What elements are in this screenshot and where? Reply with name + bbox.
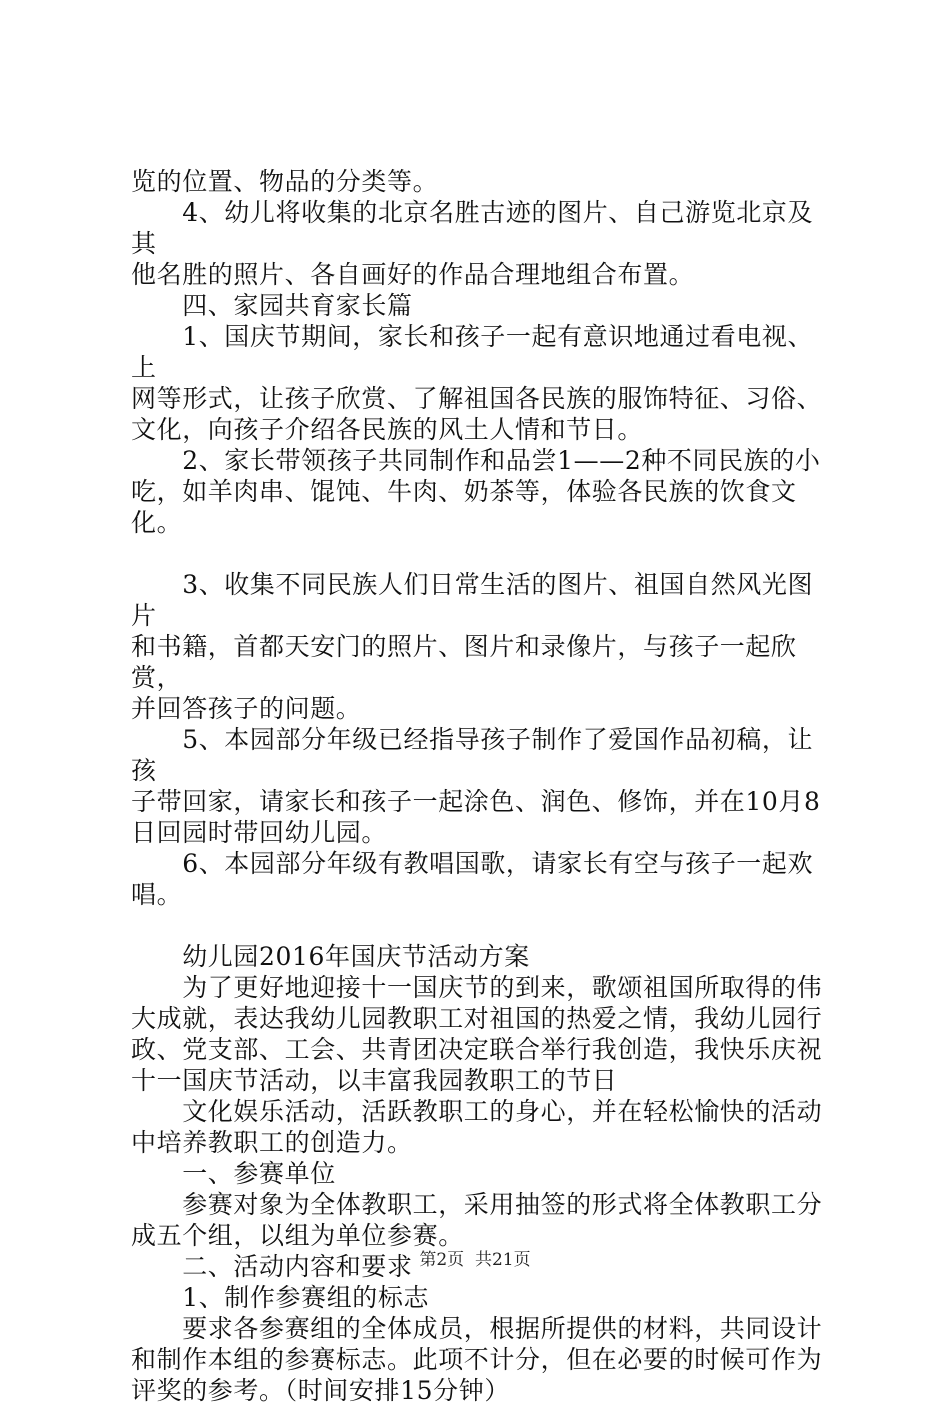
text-line: 2、家长带领孩子共同制作和品尝1——2种不同民族的小 [131,446,821,475]
text-line: 网等形式，让孩子欣赏、了解祖国各民族的服饰特征、习俗、 [131,384,823,413]
text-line: 要求各参赛组的全体成员，根据所提供的材料，共同设计 [131,1314,823,1343]
text-line: 并回答孩子的问题。 [131,694,362,723]
text-line: 为了更好地迎接十一国庆节的到来，歌颂祖国所取得的伟 [131,973,823,1002]
text-line: 览的位置、物品的分类等。 [131,167,439,196]
text-line: 日回园时带回幼儿园。 [131,818,388,847]
document-body [131,166,836,1406]
text-line: 6、本园部分年级有教唱国歌，请家长有空与孩子一起欢唱。 [131,849,814,909]
text-line: 1、制作参赛组的标志 [131,1283,430,1312]
text-line: 子带回家，请家长和孩子一起涂色、润色、修饰，并在10月8 [131,787,821,816]
page-footer: 第2页 共21页 [419,1250,531,1270]
text-line: 3、收集不同民族人们日常生活的图片、祖国自然风光图片 [131,570,814,630]
text-line: 政、党支部、工会、共青团决定联合举行我创造，我快乐庆祝 [131,1035,823,1064]
text-line: 二、活动内容和要求 [131,1252,413,1281]
text-line: 一、参赛单位 [131,1159,336,1188]
text-line: 幼儿园2016年国庆节活动方案 [131,942,530,971]
text-line: 文化，向孩子介绍各民族的风土人情和节日。 [131,415,644,444]
text-line: 4、幼儿将收集的北京名胜古迹的图片、自己游览北京及其 [131,198,814,258]
blank-line [131,538,836,569]
text-line: 成五个组，以组为单位参赛。 [131,1221,464,1250]
text-line: 评奖的参考。（时间安排15分钟） [131,1376,510,1405]
text-line: 大成就，表达我幼儿园教职工对祖国的热爱之情，我幼儿园行 [131,1004,823,1033]
text-line: 吃，如羊肉串、馄饨、牛肉、奶茶等，体验各民族的饮食文化。 [131,477,797,537]
text-line: 5、本园部分年级已经指导孩子制作了爱国作品初稿，让孩 [131,725,814,785]
text-line: 四、家园共育家长篇 [131,291,413,320]
text-line: 1、国庆节期间，家长和孩子一起有意识地通过看电视、上 [131,322,814,382]
text-line: 和书籍，首都天安门的照片、图片和录像片，与孩子一起欣赏， [131,632,797,692]
blank-line [131,910,836,941]
text-line: 参赛对象为全体教职工，采用抽签的形式将全体教职工分 [131,1190,823,1219]
text-line: 十一国庆节活动，以丰富我园教职工的节日 [131,1066,618,1095]
text-line: 和制作本组的参赛标志。此项不计分，但在必要的时候可作为 [131,1345,823,1374]
text-line: 文化娱乐活动，活跃教职工的身心，并在轻松愉快的活动 [131,1097,823,1126]
text-line: 他名胜的照片、各自画好的作品合理地组合布置。 [131,260,695,289]
text-line: 中培养教职工的创造力。 [131,1128,413,1157]
